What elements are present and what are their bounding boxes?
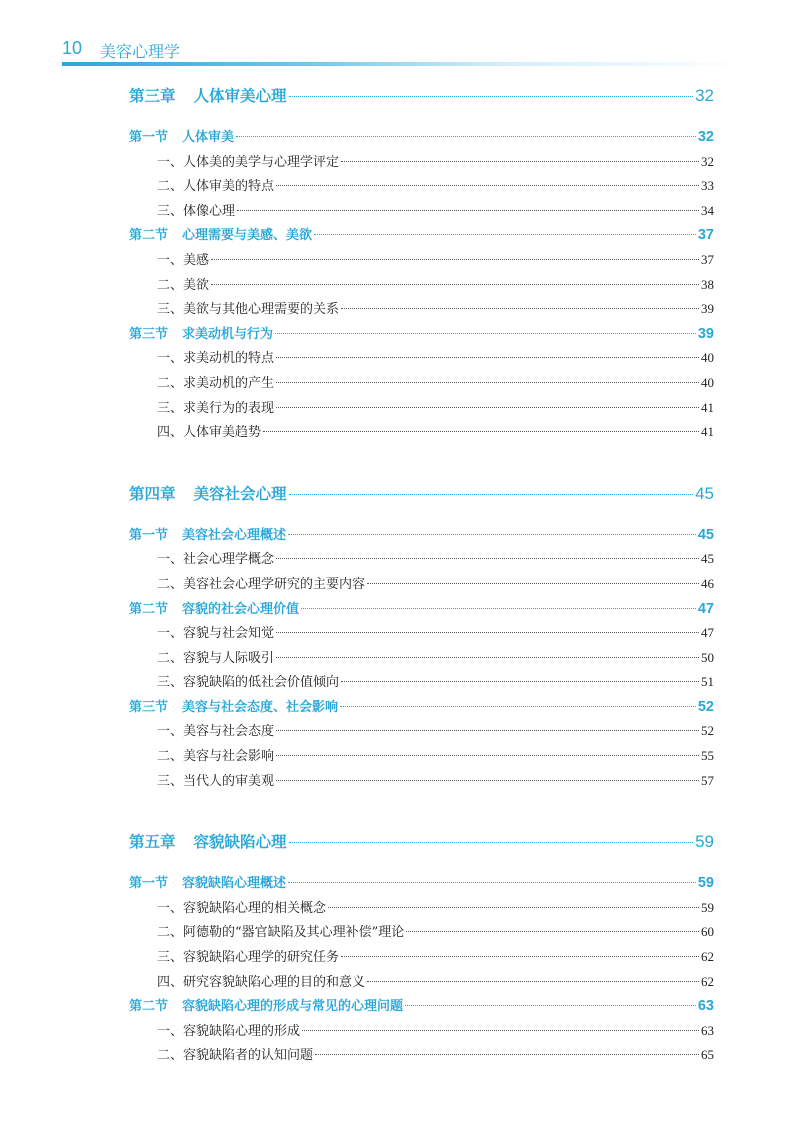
sec-label: [129, 995, 403, 1014]
chapter-entry[interactable]: [129, 830, 714, 858]
dot-leader: [367, 981, 699, 982]
ch-label: [129, 84, 287, 106]
page-ref: 32: [695, 86, 714, 105]
page-ref: 63: [697, 998, 714, 1015]
section-entry[interactable]: [129, 126, 714, 151]
item-title: 三、体像心理: [157, 203, 236, 219]
item-label: [157, 897, 326, 916]
page-ref: 41: [701, 399, 714, 415]
dot-leader: [275, 333, 696, 334]
chapter-title: 容貌缺陷心理: [193, 833, 287, 852]
page-ref: 41: [701, 424, 714, 440]
item-entry[interactable]: [129, 548, 714, 573]
page-ref: 47: [697, 600, 714, 617]
item-title: 四、人体审美趋势: [157, 425, 262, 441]
chapter-number: 第三章: [129, 87, 176, 105]
item-label: [157, 622, 274, 641]
item-title: 二、容貌缺陷者的认知问题: [157, 1048, 314, 1064]
item-label: [157, 175, 274, 194]
dot-leader: [340, 706, 696, 707]
item-label: [157, 397, 274, 416]
dot-leader: [276, 780, 699, 781]
page-header: [62, 30, 742, 70]
section-entry[interactable]: [129, 524, 714, 549]
section-entry[interactable]: [129, 323, 714, 348]
dot-leader: [276, 185, 699, 186]
item-entry[interactable]: [129, 298, 714, 323]
section-title: 美容社会心理概述: [182, 527, 287, 543]
section-entry[interactable]: [129, 598, 714, 623]
dot-leader: [341, 681, 699, 682]
page-ref: 52: [701, 723, 714, 739]
page-ref: 40: [701, 374, 714, 390]
dot-leader: [276, 382, 699, 383]
sec-label: [129, 323, 273, 342]
item-entry[interactable]: [129, 175, 714, 200]
chapter-number: 第五章: [129, 833, 176, 852]
item-label: [157, 971, 365, 990]
dot-leader: [302, 1030, 699, 1031]
dot-leader: [276, 632, 699, 633]
item-entry[interactable]: [129, 1020, 714, 1045]
book-title: 美容心理学: [100, 42, 181, 61]
section-entry[interactable]: [129, 995, 714, 1020]
item-title: 一、美容与社会态度: [157, 724, 275, 740]
page-ref: 59: [697, 875, 714, 892]
item-label: [157, 200, 235, 219]
section-title: 容貌的社会心理价值: [182, 601, 300, 617]
dot-leader: [211, 284, 699, 285]
item-label: [157, 720, 274, 739]
item-label: [157, 421, 261, 440]
item-entry[interactable]: [129, 770, 714, 795]
page-ref: 51: [701, 674, 714, 690]
item-entry[interactable]: [129, 745, 714, 770]
page-number: 10: [62, 38, 83, 58]
item-title: 一、美感: [157, 252, 210, 268]
item-entry[interactable]: [129, 921, 714, 946]
item-label: [157, 347, 274, 366]
page-ref: 39: [701, 301, 714, 317]
item-title: 三、容貌缺陷心理学的研究任务: [157, 950, 340, 966]
item-entry[interactable]: [129, 1044, 714, 1069]
section-number: 第三节: [129, 699, 169, 715]
dot-leader: [341, 956, 699, 957]
item-title: 一、容貌缺陷心理的形成: [157, 1023, 301, 1039]
dot-leader: [288, 534, 696, 535]
page-ref: 39: [697, 325, 714, 342]
ch-label: [129, 830, 287, 852]
section-title: 美容与社会态度、社会影响: [182, 699, 339, 715]
chapter-title: 人体审美心理: [193, 87, 287, 105]
chapter-title: 美容社会心理: [193, 484, 287, 503]
page-ref: 34: [701, 202, 714, 218]
chapter-block: [129, 482, 714, 795]
item-entry[interactable]: [129, 274, 714, 299]
dot-leader: [301, 608, 696, 609]
item-entry[interactable]: [129, 971, 714, 996]
item-entry[interactable]: [129, 372, 714, 397]
section-title: 心理需要与美感、美欲: [182, 228, 313, 244]
section-entry[interactable]: [129, 696, 714, 721]
item-label: [157, 548, 274, 567]
ch-label: [129, 482, 287, 504]
page-ref: 62: [701, 973, 714, 989]
dot-leader: [276, 730, 699, 731]
page-ref: 47: [701, 625, 714, 641]
item-title: 二、求美动机的产生: [157, 375, 275, 391]
sec-label: [129, 224, 312, 243]
sec-label: [129, 872, 286, 891]
section-number: 第一节: [129, 130, 169, 145]
item-title: 二、阿德勒的“器官缺陷及其心理补偿”理论: [157, 925, 405, 941]
item-title: 一、容貌与社会知觉: [157, 626, 275, 642]
item-entry[interactable]: [129, 897, 714, 922]
dot-leader: [406, 931, 699, 932]
item-entry[interactable]: [129, 347, 714, 372]
dot-leader: [263, 431, 699, 432]
page-ref: 46: [701, 575, 714, 591]
item-entry[interactable]: [129, 671, 714, 696]
chapter-block: [129, 84, 714, 446]
dot-leader: [276, 657, 699, 658]
item-entry[interactable]: [129, 151, 714, 176]
item-title: 一、容貌缺陷心理的相关概念: [157, 900, 327, 916]
sec-label: [129, 524, 286, 543]
item-title: 一、求美动机的特点: [157, 351, 275, 367]
sec-label: [129, 696, 338, 715]
section-title: 容貌缺陷心理的形成与常见的心理问题: [182, 999, 404, 1015]
section-entry[interactable]: [129, 872, 714, 897]
page-ref: 57: [701, 772, 714, 788]
item-label: [157, 647, 274, 666]
dot-leader: [211, 259, 699, 260]
page-ref: 45: [701, 551, 714, 567]
page-ref: 45: [697, 526, 714, 543]
page-ref: 60: [701, 924, 714, 940]
item-label: [157, 921, 404, 940]
dot-leader: [276, 755, 699, 756]
item-title: 二、美容社会心理学研究的主要内容: [157, 576, 366, 592]
item-entry[interactable]: [129, 946, 714, 971]
item-title: 一、社会心理学概念: [157, 552, 275, 568]
dot-leader: [289, 494, 694, 495]
page-ref: 37: [697, 227, 714, 244]
page-ref: 38: [701, 276, 714, 292]
dot-leader: [276, 357, 699, 358]
item-title: 三、当代人的审美观: [157, 773, 275, 789]
section-title: 求美动机与行为: [182, 326, 274, 342]
section-number: 第二节: [129, 228, 169, 244]
dot-leader: [276, 558, 699, 559]
item-entry[interactable]: [129, 421, 714, 446]
page-ref: 40: [701, 350, 714, 366]
item-title: 二、美欲: [157, 277, 210, 293]
dot-leader: [289, 842, 694, 843]
dot-leader: [367, 583, 699, 584]
dot-leader: [236, 136, 696, 137]
section-number: 第三节: [129, 326, 169, 342]
dot-leader: [315, 1054, 699, 1055]
item-label: [157, 573, 365, 592]
page-ref: 59: [701, 899, 714, 915]
chapter-number: 第四章: [129, 484, 176, 503]
page-ref: 62: [701, 949, 714, 965]
item-entry[interactable]: [129, 200, 714, 225]
section-number: 第一节: [129, 527, 169, 543]
item-label: [157, 770, 274, 789]
section-entry[interactable]: [129, 224, 714, 249]
page-ref: 32: [697, 129, 714, 145]
dot-leader: [341, 308, 699, 309]
chapter-block: [129, 830, 714, 1069]
dot-leader: [276, 407, 699, 408]
section-title: 容貌缺陷心理概述: [182, 876, 287, 892]
item-entry[interactable]: [129, 647, 714, 672]
item-label: [157, 1020, 300, 1039]
section-number: 第一节: [129, 876, 169, 892]
page-ref: 63: [701, 1022, 714, 1038]
section-title: 人体审美: [182, 130, 235, 145]
item-entry[interactable]: [129, 249, 714, 274]
dot-leader: [288, 882, 696, 883]
item-title: 四、研究容貌缺陷心理的目的和意义: [157, 974, 366, 990]
sec-label: [129, 598, 299, 617]
page-ref: 55: [701, 748, 714, 764]
item-title: 二、容貌与人际吸引: [157, 650, 275, 666]
item-entry[interactable]: [129, 573, 714, 598]
item-label: [157, 249, 209, 268]
page-ref: 33: [701, 178, 714, 194]
header-rule: [62, 62, 742, 66]
dot-leader: [289, 96, 694, 97]
page-ref: 45: [695, 483, 714, 503]
table-of-contents: [129, 84, 714, 1069]
dot-leader: [237, 210, 699, 211]
chapter-entry[interactable]: [129, 482, 714, 510]
item-label: [157, 671, 339, 690]
section-number: 第二节: [129, 601, 169, 617]
item-entry[interactable]: [129, 720, 714, 745]
sec-label: [129, 126, 234, 145]
item-entry[interactable]: [129, 397, 714, 422]
chapter-entry[interactable]: [129, 84, 714, 112]
item-label: [157, 274, 209, 293]
item-entry[interactable]: [129, 622, 714, 647]
dot-leader: [341, 161, 699, 162]
item-label: [157, 372, 274, 391]
item-label: [157, 298, 339, 317]
item-label: [157, 151, 339, 170]
dot-leader: [314, 234, 696, 235]
page-ref: 59: [695, 832, 714, 852]
item-title: 三、求美行为的表现: [157, 400, 275, 416]
item-title: 二、人体审美的特点: [157, 179, 275, 195]
page-ref: 37: [701, 251, 714, 267]
item-label: [157, 1044, 313, 1063]
dot-leader: [328, 907, 699, 908]
page-ref: 32: [701, 153, 714, 169]
page-ref: 52: [697, 698, 714, 715]
item-title: 二、美容与社会影响: [157, 749, 275, 765]
page-ref: 65: [701, 1047, 714, 1063]
item-title: 一、人体美的美学与心理学评定: [157, 154, 340, 170]
page-ref: 50: [701, 649, 714, 665]
section-number: 第二节: [129, 999, 169, 1015]
dot-leader: [405, 1005, 696, 1006]
item-title: 三、容貌缺陷的低社会价值倾向: [157, 675, 340, 691]
item-label: [157, 946, 339, 965]
item-label: [157, 745, 274, 764]
item-title: 三、美欲与其他心理需要的关系: [157, 302, 340, 318]
